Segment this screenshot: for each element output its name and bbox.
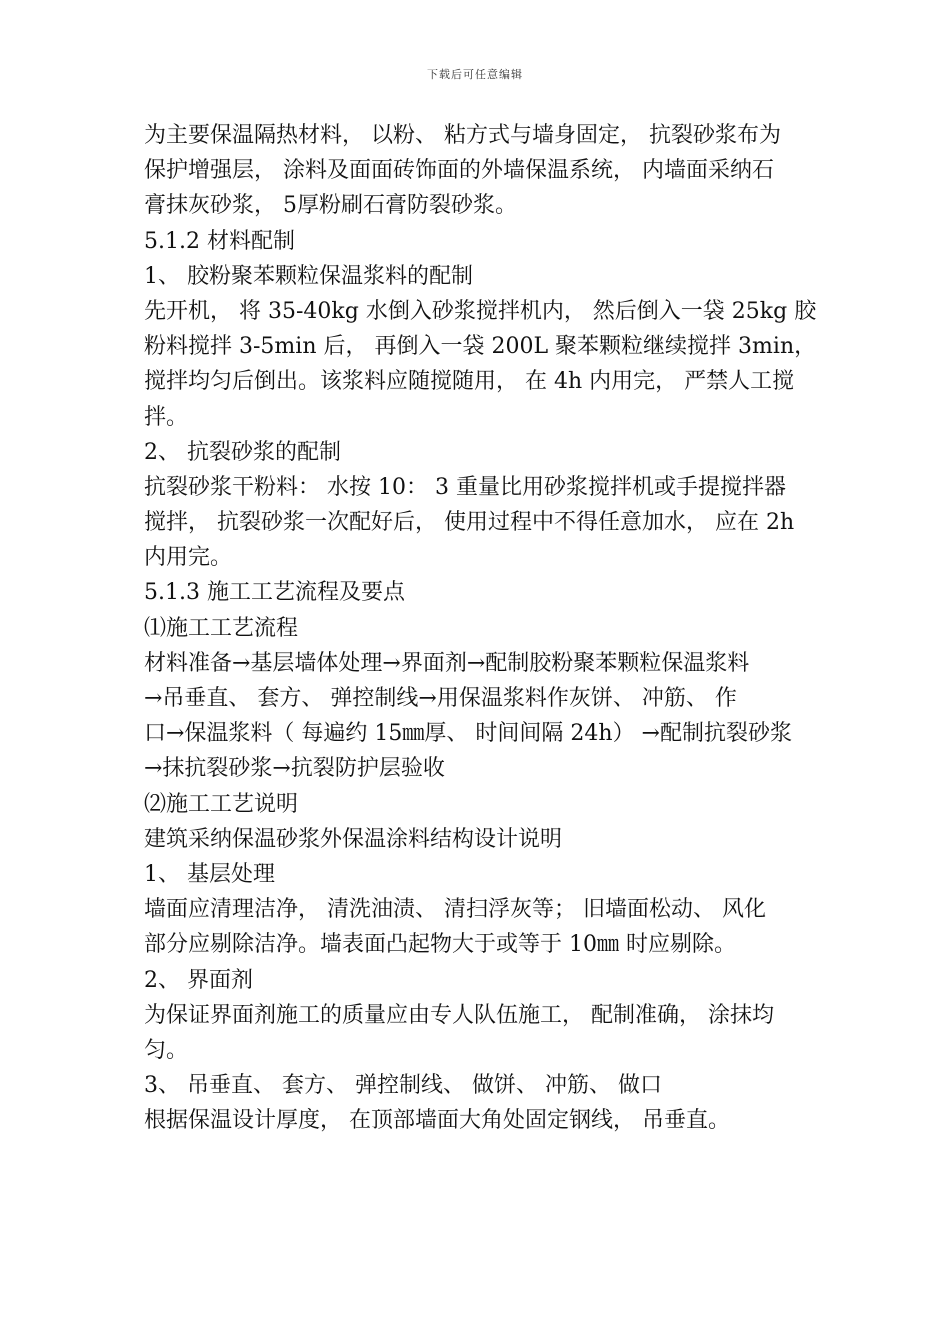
text-line: 拌。 bbox=[144, 404, 189, 430]
text-line: 粉料搅拌 3-5min 后， 再倒入一袋 200L 聚苯颗粒继续搅拌 3min， bbox=[144, 334, 817, 360]
page-header: 下载后可任意编辑 bbox=[427, 68, 523, 81]
document-body bbox=[144, 118, 817, 1138]
text-line: 口→保温浆料（ 每遍约 15㎜厚、 时间间隔 24h） →配制抗裂砂浆 bbox=[144, 721, 792, 747]
text-line: 搅拌， 抗裂砂浆一次配好后， 使用过程中不得任意加水， 应在 2h bbox=[144, 510, 795, 536]
text-line: 保护增强层， 涂料及面面砖饰面的外墙保温系统， 内墙面采纳石 bbox=[144, 158, 774, 184]
text-line: 材料准备→基层墙体处理→界面剂→配制胶粉聚苯颗粒保温浆料 bbox=[144, 650, 750, 676]
subheading: ⑴施工工艺流程 bbox=[144, 615, 299, 641]
text-line: 建筑采纳保温砂浆外保温涂料结构设计说明 bbox=[144, 826, 563, 852]
text-line: 匀。 bbox=[144, 1037, 189, 1063]
section-heading: 5.1.2 材料配制 bbox=[144, 228, 295, 254]
subheading: 1、 基层处理 bbox=[144, 861, 275, 887]
text-line: 部分应剔除洁净。墙表面凸起物大于或等于 10㎜ 时应剔除。 bbox=[144, 932, 736, 958]
text-line: 根据保温设计厚度， 在顶部墙面大角处固定钢线， 吊垂直。 bbox=[144, 1108, 730, 1134]
text-line: 墙面应清理洁净， 清洗油渍、 清扫浮灰等； 旧墙面松动、 风化 bbox=[144, 897, 766, 923]
text-line: 膏抹灰砂浆， 5厚粉刷石膏防裂砂浆。 bbox=[144, 193, 517, 219]
subheading: 3、 吊垂直、 套方、 弹控制线、 做饼、 冲筋、 做口 bbox=[144, 1073, 662, 1099]
subheading: 2、 界面剂 bbox=[144, 967, 253, 993]
subheading: ⑵施工工艺说明 bbox=[144, 791, 299, 817]
text-line: 为主要保温隔热材料， 以粉、 粘方式与墙身固定， 抗裂砂浆布为 bbox=[144, 123, 781, 148]
text-line: →吊垂直、 套方、 弹控制线→用保温浆料作灰饼、 冲筋、 作 bbox=[144, 686, 737, 711]
text-line: 搅拌均匀后倒出。该浆料应随搅随用， 在 4h 内用完， 严禁人工搅 bbox=[144, 369, 795, 395]
text-line: 先开机， 将 35-40kg 水倒入砂浆搅拌机内， 然后倒入一袋 25kg 胶 bbox=[144, 298, 817, 324]
section-heading: 5.1.3 施工工艺流程及要点 bbox=[144, 580, 405, 606]
text-line: 抗裂砂浆干粉料： 水按 10： 3 重量比用砂浆搅拌机或手提搅拌器 bbox=[144, 474, 786, 500]
text-line: →抹抗裂砂浆→抗裂防护层验收 bbox=[144, 756, 445, 782]
text-line: 内用完。 bbox=[144, 545, 233, 571]
text-line: 为保证界面剂施工的质量应由专人队伍施工， 配制准确， 涂抹均 bbox=[144, 1002, 774, 1028]
subheading: 1、 胶粉聚苯颗粒保温浆料的配制 bbox=[144, 263, 473, 289]
subheading: 2、 抗裂砂浆的配制 bbox=[144, 439, 341, 465]
